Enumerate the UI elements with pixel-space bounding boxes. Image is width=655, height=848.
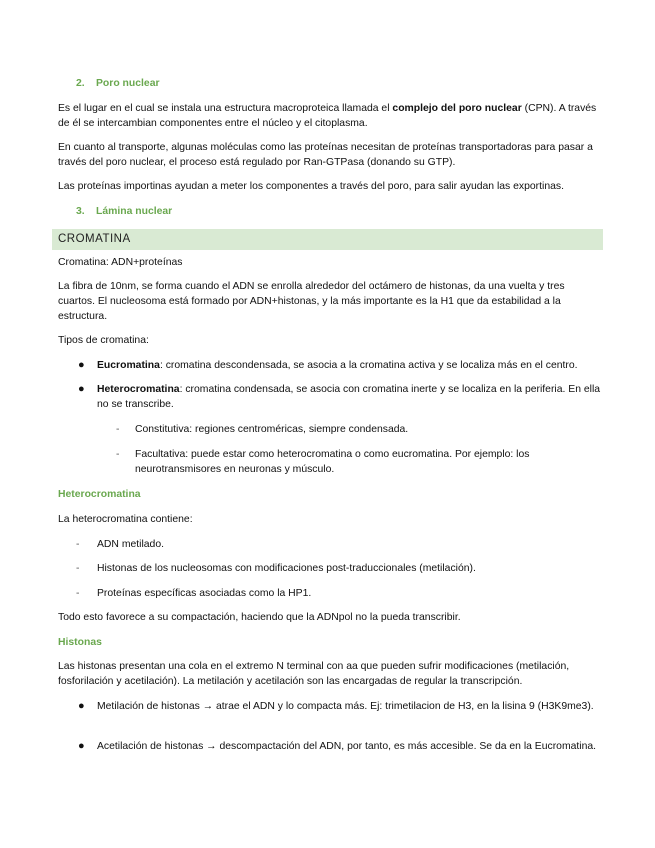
paragraph-histonas: Las histonas presentan una cola en el extremo N terminal con aa que pueden sufrir modificaciones (metilación, fosforilación y acetilación). La metilación y acetilación son las encargadas de regular la transcripción. bbox=[58, 661, 570, 687]
dash-icon: - bbox=[76, 539, 80, 550]
cromatina-definition: Cromatina: ADN+proteínas bbox=[58, 257, 183, 268]
term: Eucromatina bbox=[97, 360, 160, 371]
paragraph-transporte: En cuanto al transporte, algunas moléculas como las proteínas necesitan de proteínas transportadoras para pasar a través del poro nuclear, el proceso está regulado por Ran-GTPasa (donando su GTP). bbox=[58, 142, 593, 168]
bullet-icon: ● bbox=[78, 700, 85, 712]
text: Proteínas específicas asociadas como la HP1. bbox=[97, 588, 312, 599]
tipos-label: Tipos de cromatina: bbox=[58, 335, 149, 346]
heading-histonas: Histonas bbox=[58, 637, 102, 648]
heading-number: 2. bbox=[76, 78, 85, 89]
bullet-icon: ● bbox=[78, 359, 85, 371]
bullet-icon: ● bbox=[78, 740, 85, 752]
hetero-intro: La heterocromatina contiene: bbox=[58, 514, 193, 525]
term: Heterocromatina bbox=[97, 384, 180, 395]
dash-icon: - bbox=[76, 588, 80, 599]
paragraph-fibra: La fibra de 10nm, se forma cuando el ADN se enrolla alrededor del octámero de histonas, da una vuelta y tres cuartos. El nucleosoma está formado por ADN+histonas, y la más importante es la H1 que da estabilidad a la estructura. bbox=[58, 281, 565, 322]
bold-term: complejo del poro nuclear bbox=[392, 103, 522, 114]
hetero-outro: Todo esto favorece a su compactación, haciendo que la ADNpol no la pueda transcribir. bbox=[58, 612, 461, 623]
text: ADN metilado. bbox=[97, 539, 164, 550]
heading-lamina-nuclear bbox=[58, 204, 603, 219]
text: Es el lugar en el cual se instala una estructura macroproteica llamada el bbox=[58, 103, 393, 114]
text: Constitutiva: regiones centroméricas, siempre condensada. bbox=[135, 424, 409, 435]
heading-poro-nuclear bbox=[58, 76, 603, 91]
text: Acetilación de histonas → descompactación del ADN, por tanto, es más accesible. Se da en la Eucromatina. bbox=[97, 741, 597, 752]
text: Histonas de los nucleosomas con modificaciones post-traduccionales (metilación). bbox=[97, 563, 476, 574]
dash-icon: - bbox=[116, 424, 120, 435]
text: Facultativa: puede estar como heterocromatina o como eucromatina. Por ejemplo: los neurotransmisores en neuronas y músculo. bbox=[135, 449, 530, 475]
desc: : cromatina condensada, se asocia con cromatina inerte y se localiza en la periferia. En ella no se transcribe. bbox=[97, 384, 601, 410]
bullet-icon: ● bbox=[78, 383, 85, 395]
paragraph-cpn bbox=[58, 101, 603, 131]
heading-number: 3. bbox=[76, 206, 85, 217]
section-band-title: CROMATINA bbox=[58, 233, 131, 245]
heading-text: Poro nuclear bbox=[96, 78, 160, 89]
text: (CPN). A través de él se intercambian componentes entre el núcleo y el citoplasma. bbox=[58, 103, 597, 129]
dash-icon: - bbox=[76, 563, 80, 574]
text: Metilación de histonas → atrae el ADN y lo compacta más. Ej: trimetilacion de H3, en la lisina 9 (H3K9me3). bbox=[97, 701, 594, 712]
desc: : cromatina descondensada, se asocia a la cromatina activa y se localiza más en el centro. bbox=[159, 360, 578, 371]
heading-heterocromatina: Heterocromatina bbox=[58, 489, 141, 500]
dash-icon: - bbox=[116, 449, 120, 460]
paragraph-importinas: Las proteínas importinas ayudan a meter los componentes a través del poro, para salir ayudan las exportinas. bbox=[58, 181, 564, 192]
heading-text: Lámina nuclear bbox=[96, 206, 173, 217]
section-band-cromatina bbox=[52, 229, 603, 250]
